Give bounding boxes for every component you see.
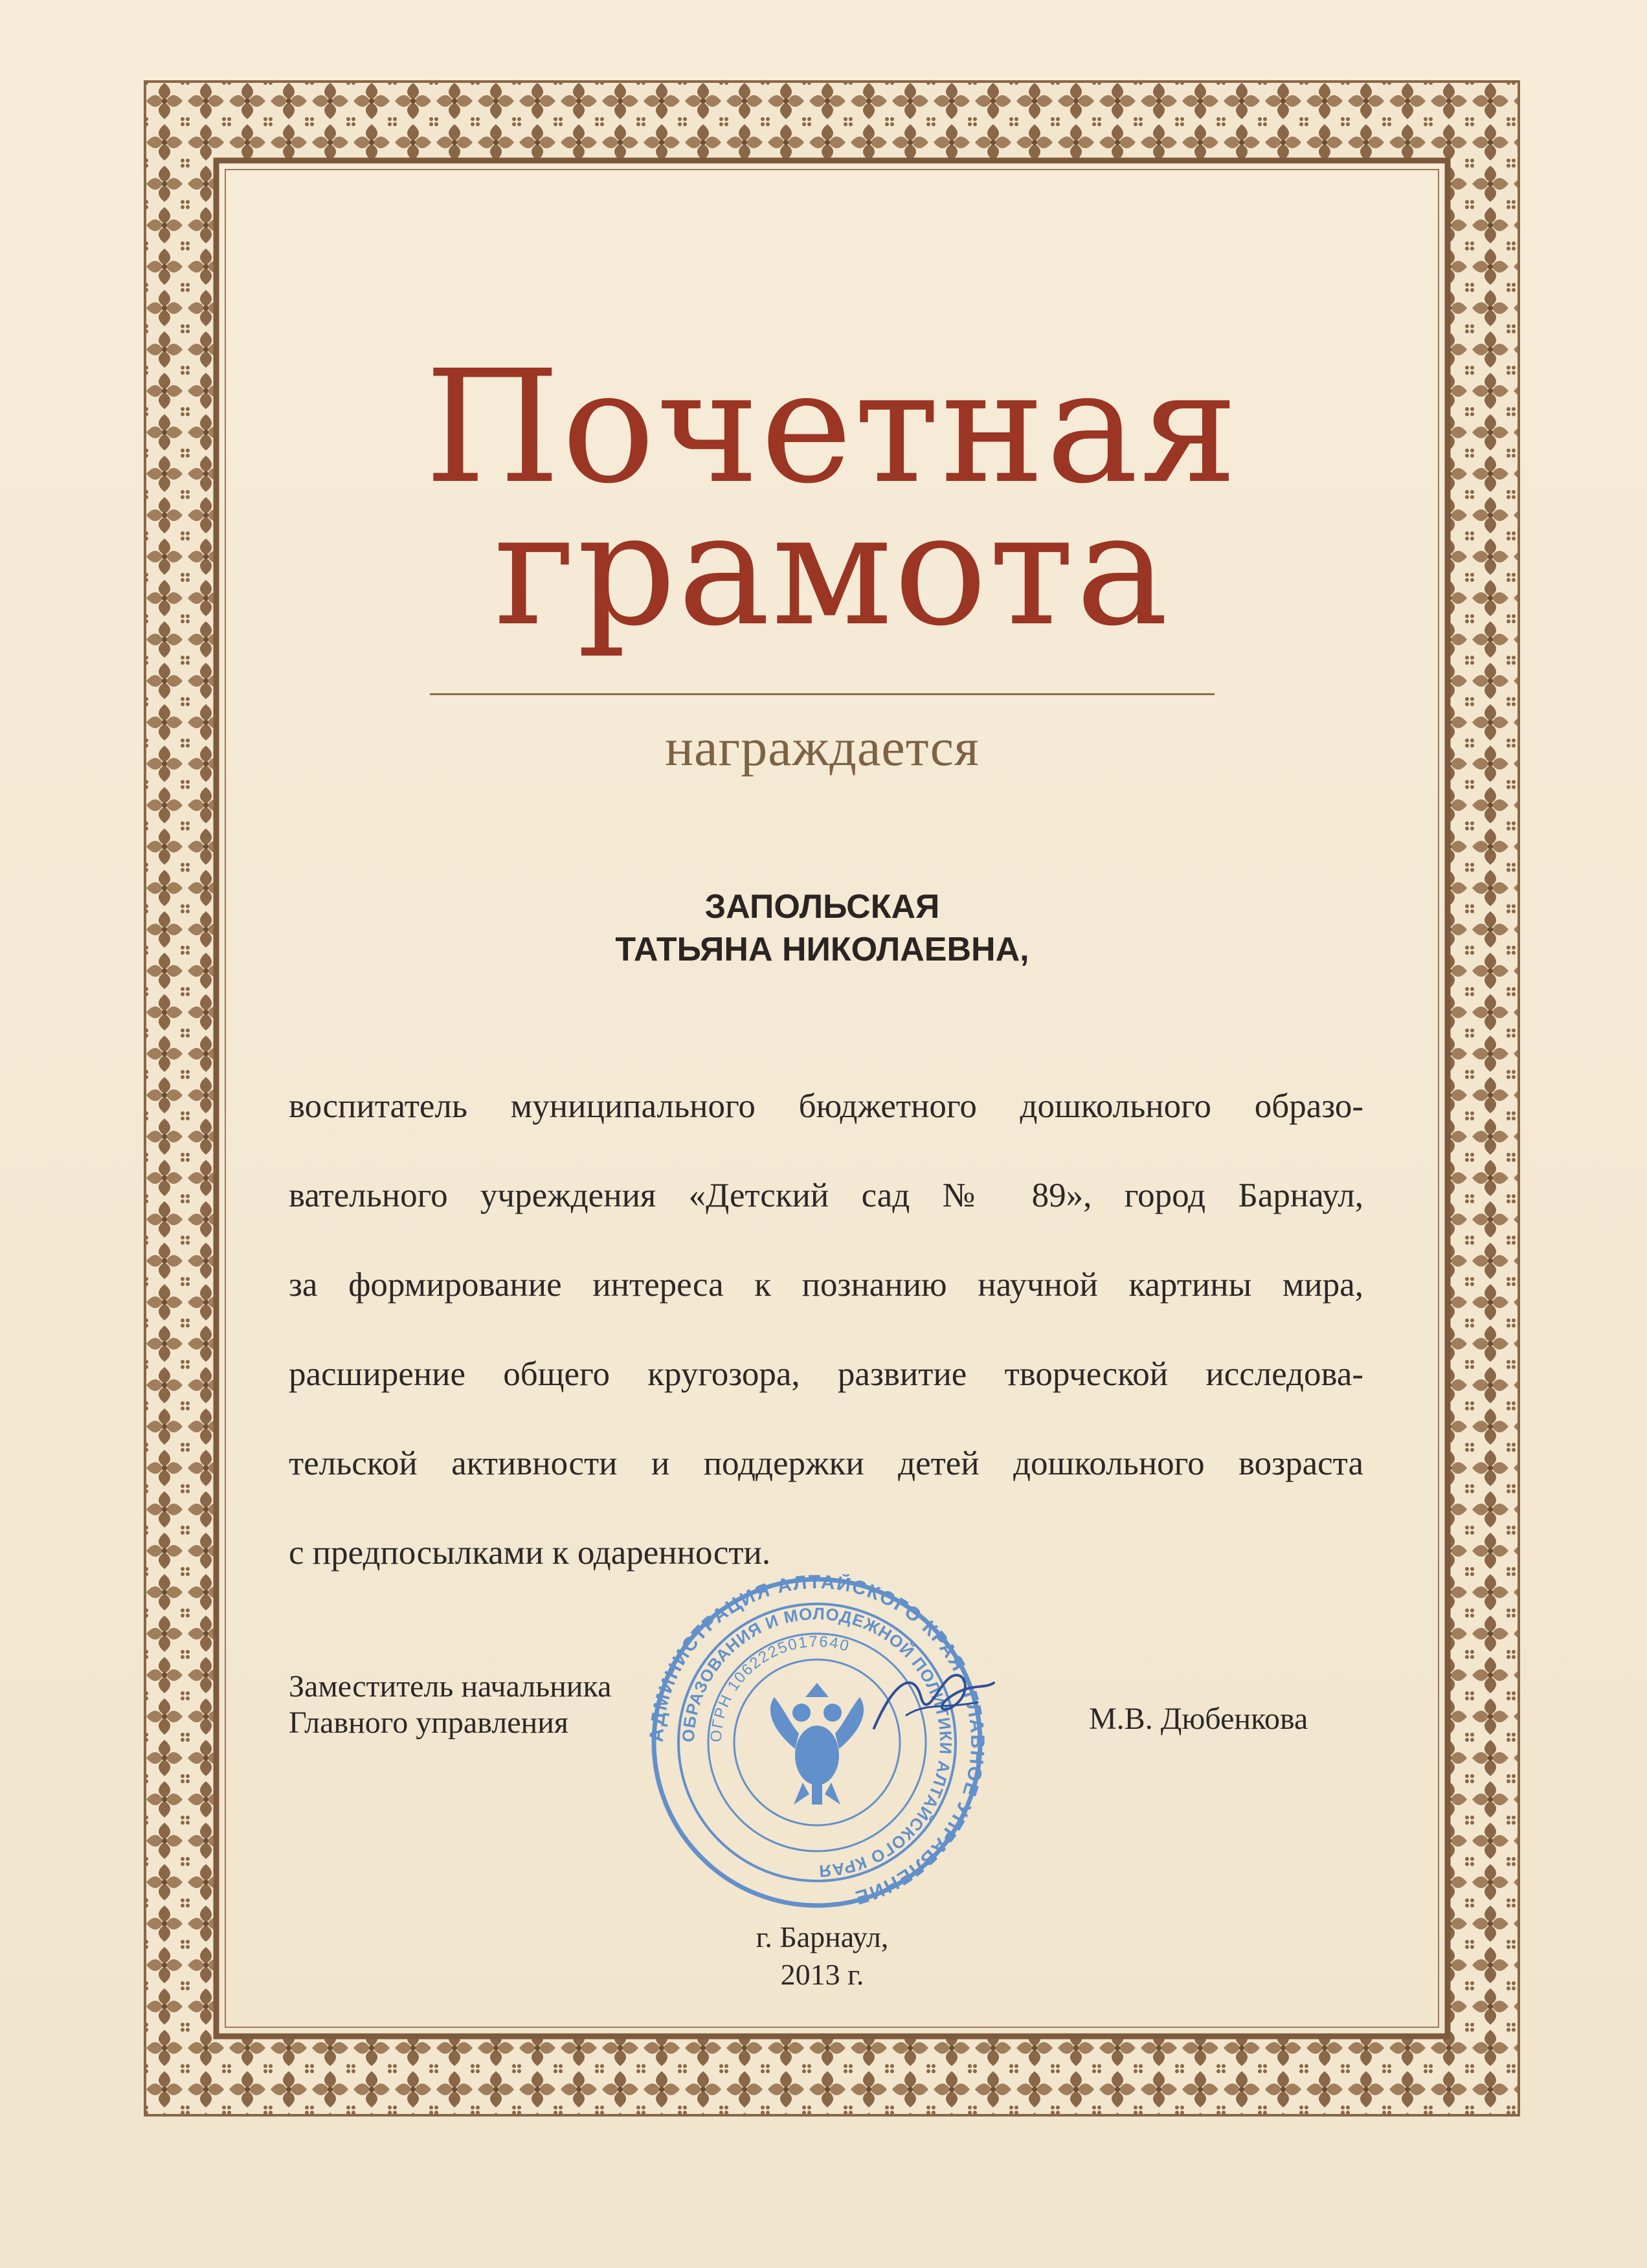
recipient-name bbox=[414, 885, 1230, 971]
citation-line: вательного учреждения «Детский сад № 89», город Барнаул, bbox=[289, 1177, 1363, 1214]
double-headed-eagle-icon bbox=[770, 1683, 864, 1805]
title-line-2: грамота bbox=[494, 479, 1170, 660]
handwritten-signature bbox=[868, 1657, 997, 1748]
signer-title-line-1: Заместитель начальника bbox=[289, 1669, 612, 1704]
citation-line: воспитатель муниципального бюджетного дошкольного образо- bbox=[289, 1087, 1363, 1125]
recipient-surname: ЗАПОЛЬСКАЯ bbox=[704, 888, 940, 926]
issue-place-date bbox=[647, 1918, 997, 1994]
certificate-title bbox=[220, 337, 1444, 660]
signer-name: М.В. Дюбенкова bbox=[1089, 1702, 1308, 1736]
title-divider bbox=[430, 693, 1215, 695]
citation-text bbox=[289, 1062, 1363, 1597]
issue-year: 2013 г. bbox=[780, 1958, 864, 1991]
title-line-1: Почетная bbox=[425, 337, 1239, 518]
issue-place: г. Барнаул, bbox=[756, 1920, 889, 1953]
citation-line: расширение общего кругозора, развитие творческой исследова- bbox=[289, 1355, 1363, 1393]
citation-line: тельской активности и поддержки детей дошкольного возраста bbox=[289, 1445, 1363, 1482]
seal-inner-text: ОБРАЗОВАНИЯ И МОЛОДЕЖНОЙ ПОЛИТИКИ АЛТАЙСКОГО КРАЯ bbox=[678, 1603, 956, 1882]
seal-outer-text: АДМИНИСТРАЦИЯ АЛТАЙСКОГО КРАЯ • ГЛАВНОЕ УПРАВЛЕНИЕ bbox=[645, 1574, 989, 1909]
signer-title bbox=[289, 1669, 611, 1741]
awarded-label: награждается bbox=[665, 718, 980, 777]
recipient-given-names: ТАТЬЯНА НИКОЛАЕВНА, bbox=[615, 931, 1029, 968]
citation-line: за формирование интереса к познанию научной картины мира, bbox=[289, 1266, 1363, 1304]
seal-ogrn-text: ОГРН 1062225017640 bbox=[707, 1632, 852, 1743]
signer-title-line-2: Главного управления bbox=[289, 1706, 568, 1740]
citation-line: с предпосылками к одаренности. bbox=[289, 1534, 771, 1572]
